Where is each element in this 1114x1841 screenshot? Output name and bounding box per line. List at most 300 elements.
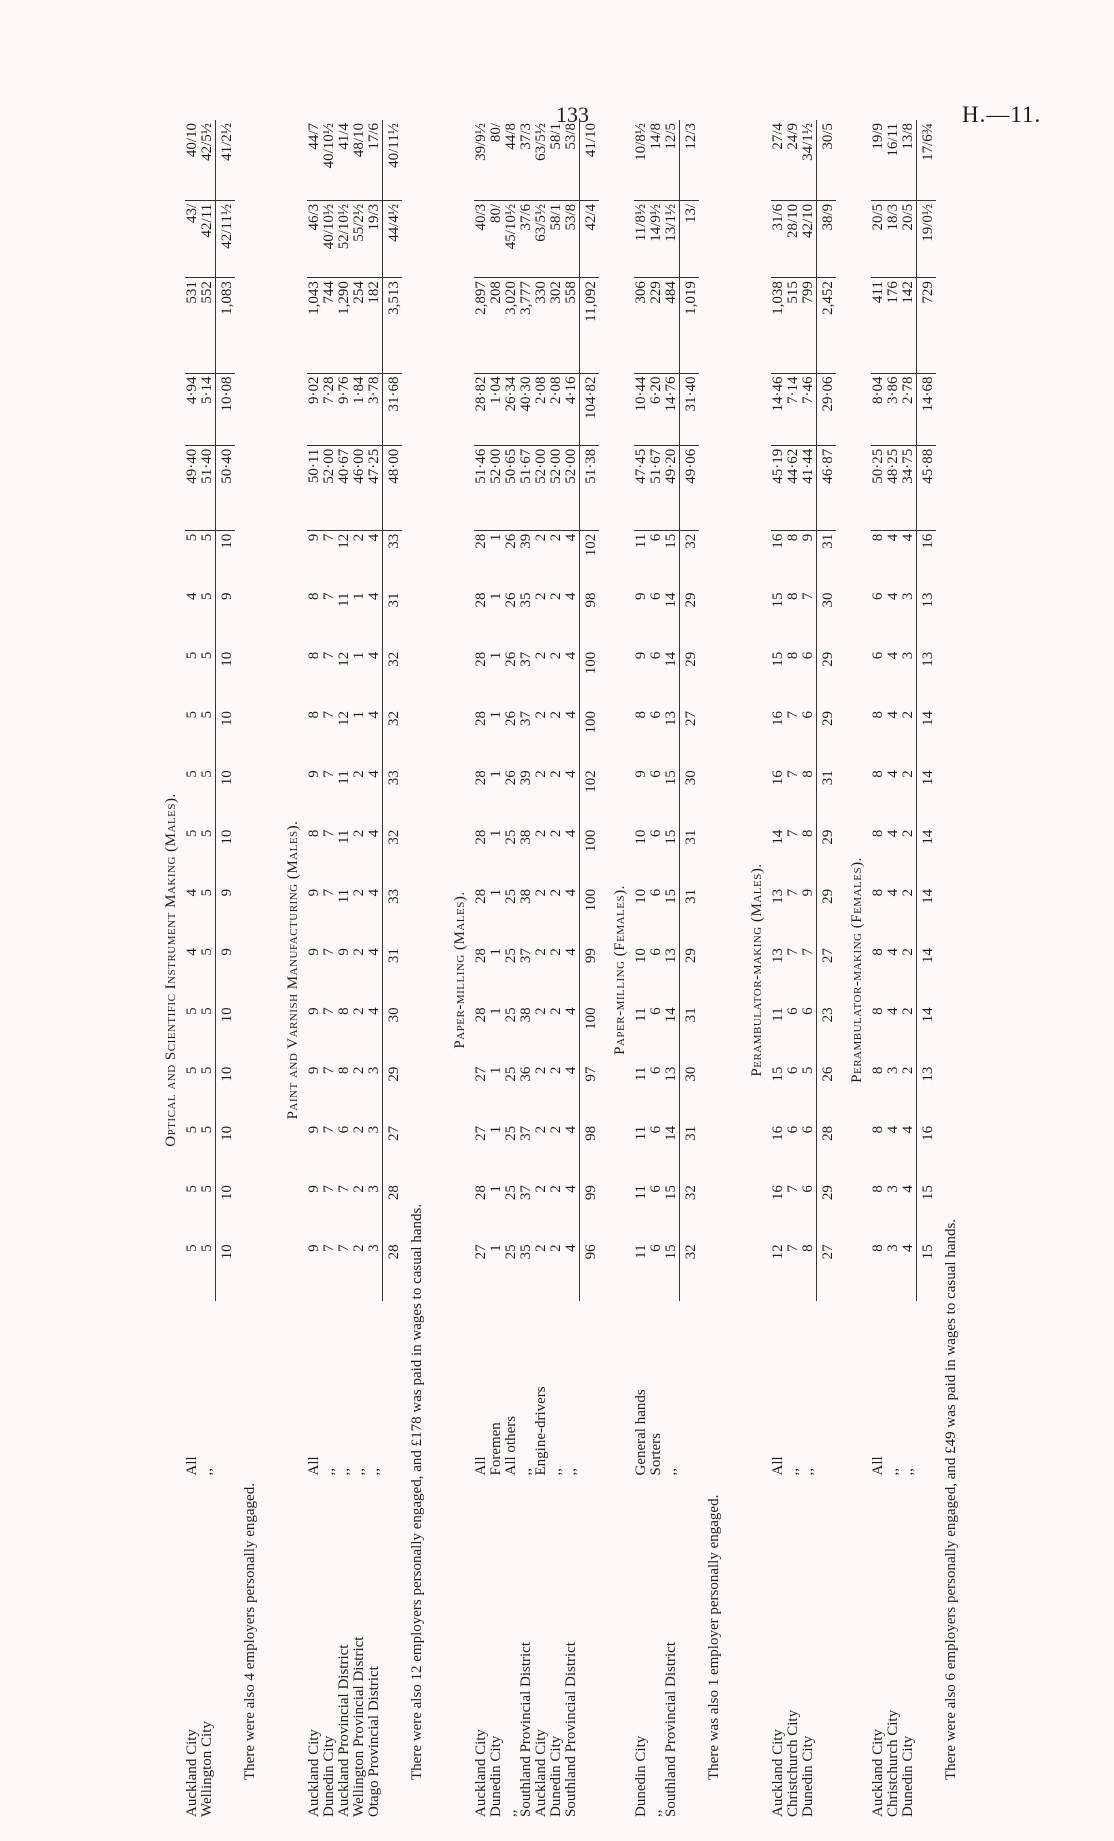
average-weekly-wage-cell: 55/2½ (352, 200, 367, 277)
total-row (216, 120, 236, 1820)
spacer-cell (786, 1301, 801, 1337)
employees-count-cell: 11 (770, 1007, 786, 1022)
employees-count-cell: 8 (870, 1007, 886, 1015)
table-row (664, 120, 680, 1820)
employees-count-cell: 7 (321, 888, 337, 897)
table-row (564, 120, 580, 1820)
spacer-cell (534, 1301, 549, 1337)
table-row (549, 120, 564, 1820)
employees-count-cell: 7 (321, 533, 337, 542)
employees-count-cell: 2 (548, 533, 564, 542)
employees-count-cell: 13 (663, 1066, 679, 1082)
employees-count-cell: 6 (648, 770, 664, 778)
total-average-weeks-cell: 48·00 (383, 445, 403, 530)
table-row (886, 120, 901, 1820)
employees-count-cell: 4 (366, 592, 382, 600)
employees-count-cell: 5 (184, 770, 200, 778)
occupation-cell: Foremen (488, 1422, 504, 1476)
section-title-row (439, 120, 474, 1820)
employees-count-cell: 15 (663, 533, 679, 549)
total-average-weekly-wage-cell: 38/9 (817, 200, 837, 277)
employees-count-cell: 28 (473, 888, 489, 904)
average-weekly-wage-cell: 18/3 (886, 200, 901, 277)
employees-count-cell: 2 (533, 829, 549, 838)
employees-count-cell: 7 (785, 888, 801, 897)
employees-count-cell: 5 (184, 1185, 200, 1193)
total-wages-cell: 744 (322, 278, 337, 373)
employees-count-cell: 37 (518, 948, 534, 964)
average-employees-cell: 4·94 (185, 373, 200, 445)
total-count-cell: 14 (917, 708, 937, 767)
employees-count-cell: 38 (518, 829, 534, 845)
average-weeks-cell: 50·65 (504, 445, 519, 530)
section-title: Optical and Scientific Instrument Making (Males). (163, 793, 179, 1147)
spacer-cell (564, 1301, 580, 1337)
employees-count-cell: 25 (503, 888, 519, 904)
district-cell: Auckland City (184, 1729, 200, 1817)
employees-count-cell: 15 (663, 1244, 679, 1260)
total-average-weeks-cell: 45·88 (917, 445, 937, 530)
employees-count-cell: 8 (633, 711, 649, 719)
spacer-cell (200, 1301, 216, 1337)
spacer-cell (185, 1301, 200, 1337)
employees-count-cell: 7 (321, 1125, 337, 1134)
employees-count-cell: 2 (351, 1007, 367, 1015)
total-average-wage-all-cell: 17/6¾ (917, 120, 937, 200)
employees-count-cell: 7 (785, 1244, 801, 1252)
total-count-cell: 32 (680, 1182, 700, 1241)
total-row (580, 120, 600, 1820)
employees-count-cell: 8 (306, 829, 322, 838)
employees-count-cell: 2 (548, 1066, 564, 1075)
average-wage-all-cell: 27/4 (771, 120, 786, 200)
spacer-cell (917, 1479, 937, 1820)
total-average-employees-cell: 31·40 (680, 373, 700, 445)
employees-count-cell: 5 (199, 592, 215, 600)
average-weeks-cell: 47·25 (367, 445, 383, 530)
occupation-cell: ,, (548, 1468, 564, 1476)
employees-count-cell: 25 (503, 1066, 519, 1082)
total-wages-sum-cell: 3,513 (383, 278, 403, 373)
total-wages-cell: 531 (185, 278, 200, 373)
employees-count-cell: 9 (306, 1125, 322, 1134)
employees-count-cell: 37 (518, 711, 534, 727)
employees-count-cell: 3 (885, 1185, 901, 1193)
occupation-cell: Engine-drivers (533, 1386, 549, 1476)
total-count-cell: 9 (216, 590, 236, 649)
employees-count-cell: 5 (184, 651, 200, 660)
employees-count-cell: 8 (800, 770, 816, 778)
employees-count-cell: 4 (885, 592, 901, 600)
spacer-cell (216, 1301, 236, 1337)
district-cell: Christchurch City (785, 1709, 801, 1817)
employees-count-cell: 4 (563, 592, 579, 600)
employees-count-cell: 11 (336, 592, 352, 607)
spacer-cell (680, 1301, 700, 1337)
average-weekly-wage-cell: 45/10½ (504, 200, 519, 277)
total-count-cell: 102 (580, 767, 600, 826)
employees-count-cell: 4 (885, 770, 901, 778)
average-weekly-wage-cell: 42/11 (200, 200, 216, 277)
employees-count-cell: 9 (800, 533, 816, 542)
occupation-cell: Sorters (648, 1433, 664, 1476)
average-wage-all-cell: 63/5½ (534, 120, 549, 200)
total-count-cell: 31 (680, 1123, 700, 1182)
average-weeks-cell: 49·20 (664, 445, 680, 530)
employees-count-cell: 14 (663, 1007, 679, 1023)
occupation-cell: ,, (199, 1468, 215, 1476)
employees-count-cell: 4 (563, 829, 579, 838)
employees-count-cell: 2 (548, 888, 564, 897)
employees-count-cell: 2 (548, 711, 564, 719)
employees-count-cell: 4 (885, 948, 901, 956)
employees-count-cell: 2 (548, 1007, 564, 1015)
total-count-cell: 31 (817, 767, 837, 826)
employees-count-cell: 5 (199, 651, 215, 660)
average-wage-all-cell: 39/9½ (474, 120, 489, 200)
employees-count-cell: 6 (648, 948, 664, 956)
employees-count-cell: 4 (366, 651, 382, 660)
table-row (504, 120, 519, 1820)
employees-count-cell: 5 (199, 948, 215, 956)
total-count-cell: 10 (216, 1182, 236, 1241)
employees-count-cell: 2 (533, 888, 549, 897)
employees-count-cell: 8 (800, 829, 816, 838)
spacer-cell (489, 1301, 504, 1337)
section-title: Paper-milling (Females). (612, 885, 628, 1055)
employees-count-cell: 36 (518, 1066, 534, 1082)
employees-count-cell: 6 (800, 1007, 816, 1015)
employees-count-cell: 4 (366, 888, 382, 897)
employees-count-cell: 13 (663, 711, 679, 727)
employees-count-cell: 2 (900, 948, 916, 956)
average-wage-all-cell: 19/9 (871, 120, 886, 200)
section-note: There were also 12 employers personally engaged, and £178 was paid in wages to casual hands. (409, 1203, 425, 1780)
total-wages-cell: 254 (352, 278, 367, 373)
total-wages-cell: 1,038 (771, 278, 786, 373)
total-count-cell: 97 (580, 1064, 600, 1123)
employees-count-cell: 2 (533, 948, 549, 956)
employees-count-cell: 28 (473, 770, 489, 786)
spacer-cell (680, 1479, 700, 1820)
average-wage-all-cell: 37/3 (519, 120, 534, 200)
employees-count-cell: 5 (184, 829, 200, 838)
spacer-cell (649, 1301, 664, 1337)
employees-count-cell: 28 (473, 1185, 489, 1201)
total-count-cell: 27 (383, 1123, 403, 1182)
total-average-weekly-wage-cell: 42/11½ (216, 200, 236, 277)
employees-count-cell: 25 (503, 1244, 519, 1260)
total-count-cell: 32 (383, 708, 403, 767)
total-count-cell: 29 (680, 590, 700, 649)
total-count-cell: 16 (917, 530, 937, 589)
occupation-cell: ,, (336, 1468, 352, 1476)
employees-count-cell: 4 (563, 711, 579, 719)
total-count-cell: 27 (680, 708, 700, 767)
employees-count-cell: 3 (900, 651, 916, 660)
employees-count-cell: 1 (351, 711, 367, 719)
employees-count-cell: 9 (336, 948, 352, 956)
employees-count-cell: 7 (336, 1185, 352, 1193)
total-wages-cell: 208 (489, 278, 504, 373)
average-weekly-wage-cell: 37/6 (519, 200, 534, 277)
table-row (801, 120, 817, 1820)
occupation-cell: ,, (351, 1468, 367, 1476)
total-count-cell: 14 (917, 886, 937, 945)
average-weeks-cell: 45·19 (771, 445, 786, 530)
total-average-weekly-wage-cell: 19/0½ (917, 200, 937, 277)
table-row (634, 120, 649, 1820)
spacer-cell (771, 1301, 786, 1337)
employees-count-cell: 7 (336, 1244, 352, 1252)
occupation-cell: ,, (785, 1468, 801, 1476)
spacer-cell (871, 1301, 886, 1337)
employees-count-cell: 4 (563, 1185, 579, 1193)
average-wage-all-cell: 13/8 (901, 120, 917, 200)
employees-count-cell: 26 (503, 770, 519, 786)
employees-count-cell: 28 (473, 711, 489, 727)
spacer-cell (383, 1337, 403, 1479)
district-cell: Dunedin City (548, 1735, 564, 1817)
employees-count-cell: 9 (306, 888, 322, 897)
average-weekly-wage-cell: 58/1 (549, 200, 564, 277)
total-count-cell: 32 (680, 1241, 700, 1300)
employees-count-cell: 6 (870, 592, 886, 600)
employees-count-cell: 6 (785, 1007, 801, 1015)
employees-count-cell: 15 (770, 651, 786, 667)
occupation-cell: All (184, 1456, 200, 1476)
occupation-cell: All (306, 1456, 322, 1476)
occupation-cell: ,, (885, 1468, 901, 1476)
average-weeks-cell: 50·11 (307, 445, 322, 530)
employees-count-cell: 1 (488, 948, 504, 956)
employees-count-cell: 2 (900, 888, 916, 897)
total-wages-cell: 182 (367, 278, 383, 373)
total-average-employees-cell: 104·82 (580, 373, 600, 445)
employees-count-cell: 16 (770, 1125, 786, 1141)
employees-count-cell: 9 (306, 1066, 322, 1075)
total-wages-sum-cell: 1,019 (680, 278, 700, 373)
employees-count-cell: 8 (870, 1244, 886, 1252)
employees-count-cell: 7 (785, 711, 801, 719)
employees-count-cell: 2 (900, 1066, 916, 1075)
employees-count-cell: 28 (473, 948, 489, 964)
spacer-cell (634, 1301, 649, 1337)
total-count-cell: 28 (383, 1241, 403, 1300)
average-weekly-wage-cell: 52/10½ (337, 200, 352, 277)
employees-count-cell: 5 (199, 1066, 215, 1075)
employees-count-cell: 28 (473, 533, 489, 549)
average-wage-all-cell: 53/8 (564, 120, 580, 200)
employees-count-cell: 7 (800, 592, 816, 600)
total-average-employees-cell: 29·06 (817, 373, 837, 445)
employees-count-cell: 16 (770, 533, 786, 549)
total-count-cell: 30 (680, 1064, 700, 1123)
district-cell: Wellington City (199, 1721, 215, 1817)
employees-count-cell: 11 (633, 1125, 649, 1141)
total-count-cell: 10 (216, 530, 236, 589)
employees-count-cell: 4 (900, 1244, 916, 1252)
employees-count-cell: 2 (351, 770, 367, 778)
employees-count-cell: 5 (184, 1244, 200, 1252)
table-row (519, 120, 534, 1820)
average-weeks-cell: 50·25 (871, 445, 886, 530)
employees-count-cell: 10 (633, 829, 649, 845)
employees-count-cell: 15 (770, 592, 786, 608)
total-average-wage-all-cell: 41/2½ (216, 120, 236, 200)
employees-count-cell: 2 (533, 770, 549, 778)
average-weeks-cell: 40·67 (337, 445, 352, 530)
employees-count-cell: 12 (336, 533, 352, 549)
employees-count-cell: 8 (870, 533, 886, 542)
employees-count-cell: 8 (870, 711, 886, 719)
average-wage-all-cell: 42/5½ (200, 120, 216, 200)
occupation-cell: ,, (321, 1468, 337, 1476)
employees-count-cell: 6 (648, 1125, 664, 1134)
employees-count-cell: 12 (336, 651, 352, 667)
employees-count-cell: 4 (900, 533, 916, 542)
total-count-cell: 10 (216, 827, 236, 886)
total-count-cell: 100 (580, 1004, 600, 1063)
section-title: Paint and Varnish Manufacturing (Males). (285, 820, 301, 1120)
average-employees-cell: 2·08 (549, 373, 564, 445)
employees-count-cell: 1 (488, 770, 504, 778)
spacer-cell (580, 1301, 600, 1337)
total-wages-cell: 2,897 (474, 278, 489, 373)
average-employees-cell: 2·78 (901, 373, 917, 445)
spacer-cell (580, 1479, 600, 1820)
employees-count-cell: 9 (306, 1244, 322, 1252)
average-weeks-cell: 52·00 (322, 445, 337, 530)
spacer-cell (383, 1479, 403, 1820)
occupation-cell: All (770, 1456, 786, 1476)
total-wages-cell: 484 (664, 278, 680, 373)
employees-count-cell: 4 (885, 651, 901, 660)
district-cell: Auckland Provincial District (336, 1644, 352, 1817)
table-row (871, 120, 886, 1820)
employees-count-cell: 6 (800, 1125, 816, 1134)
total-count-cell: 13 (917, 1064, 937, 1123)
average-wage-all-cell: 40/10 (185, 120, 200, 200)
employees-count-cell: 7 (321, 829, 337, 838)
occupation-cell: All (870, 1456, 886, 1476)
district-cell: Auckland City (770, 1729, 786, 1817)
employees-count-cell: 3 (366, 1244, 382, 1252)
spacer-cell (216, 1337, 236, 1479)
district-cell: Dunedin City (633, 1735, 649, 1817)
employees-count-cell: 10 (633, 888, 649, 904)
average-employees-cell: 10·44 (634, 373, 649, 445)
employees-count-cell: 3 (885, 1244, 901, 1252)
employees-count-cell: 27 (473, 1244, 489, 1260)
employees-count-cell: 6 (648, 711, 664, 719)
average-wage-all-cell: 48/10 (352, 120, 367, 200)
total-count-cell: 31 (817, 530, 837, 589)
spacer-cell (307, 1301, 322, 1337)
total-count-cell: 10 (216, 649, 236, 708)
employees-count-cell: 2 (533, 1244, 549, 1252)
spacer-cell (580, 1337, 600, 1479)
average-weekly-wage-cell: 63/5½ (534, 200, 549, 277)
employees-count-cell: 1 (488, 651, 504, 660)
employees-count-cell: 5 (199, 533, 215, 542)
employees-count-cell: 28 (473, 651, 489, 667)
table-row (901, 120, 917, 1820)
employees-count-cell: 2 (533, 1125, 549, 1134)
table-row (352, 120, 367, 1820)
employees-count-cell: 8 (785, 533, 801, 542)
note-row (936, 120, 973, 1820)
employees-count-cell: 4 (563, 1244, 579, 1252)
employees-count-cell: 16 (770, 711, 786, 727)
occupation-cell: All others (503, 1415, 519, 1476)
employees-count-cell: 2 (533, 592, 549, 600)
employees-count-cell: 4 (885, 1007, 901, 1015)
total-wages-cell: 302 (549, 278, 564, 373)
section-title-row (736, 120, 771, 1820)
average-wage-all-cell: 44/7 (307, 120, 322, 200)
employees-count-cell: 11 (633, 1244, 649, 1259)
employees-count-cell: 5 (199, 1125, 215, 1134)
employees-count-cell: 6 (800, 651, 816, 660)
average-wage-all-cell: 16/11 (886, 120, 901, 200)
average-weeks-cell: 52·00 (564, 445, 580, 530)
total-wages-cell: 1,290 (337, 278, 352, 373)
total-count-cell: 29 (680, 945, 700, 1004)
spacer-cell (216, 1479, 236, 1820)
section-title: Perambulator-making (Males). (749, 863, 765, 1077)
table-row (367, 120, 383, 1820)
total-wages-cell: 1,043 (307, 278, 322, 373)
total-count-cell: 29 (817, 708, 837, 767)
total-count-cell: 33 (383, 530, 403, 589)
note-row (402, 120, 439, 1820)
page-number: 133 (556, 102, 589, 127)
employees-count-cell: 13 (770, 948, 786, 964)
employees-count-cell: 4 (366, 711, 382, 719)
employees-count-cell: 2 (533, 533, 549, 542)
employees-count-cell: 7 (321, 1244, 337, 1252)
total-count-cell: 29 (817, 886, 837, 945)
total-count-cell: 14 (917, 767, 937, 826)
average-weekly-wage-cell: 20/5 (901, 200, 917, 277)
employees-count-cell: 4 (184, 948, 200, 956)
total-count-cell: 10 (216, 1241, 236, 1300)
district-cell: Auckland City (306, 1729, 322, 1817)
employees-count-cell: 8 (870, 888, 886, 897)
total-count-cell: 29 (817, 649, 837, 708)
employees-count-cell: 4 (563, 888, 579, 897)
employees-count-cell: 3 (885, 1066, 901, 1075)
total-count-cell: 10 (216, 1064, 236, 1123)
employees-count-cell: 7 (321, 1007, 337, 1015)
employees-count-cell: 2 (351, 1185, 367, 1193)
employees-count-cell: 38 (518, 888, 534, 904)
table-row (307, 120, 322, 1820)
occupation-cell: All (473, 1456, 489, 1476)
total-count-cell: 9 (216, 886, 236, 945)
district-cell: Christchurch City (885, 1709, 901, 1817)
total-row (383, 120, 403, 1820)
section-note: There were also 6 employers personally engaged, and £49 was paid in wages to casual hands. (943, 1218, 959, 1780)
average-wage-all-cell: 24/9 (786, 120, 801, 200)
spacer-cell (680, 1337, 700, 1479)
total-count-cell: 27 (817, 1241, 837, 1300)
employees-count-cell: 11 (336, 829, 352, 845)
employees-count-cell: 8 (870, 1185, 886, 1193)
total-count-cell: 30 (383, 1004, 403, 1063)
employees-count-cell: 6 (800, 1185, 816, 1193)
